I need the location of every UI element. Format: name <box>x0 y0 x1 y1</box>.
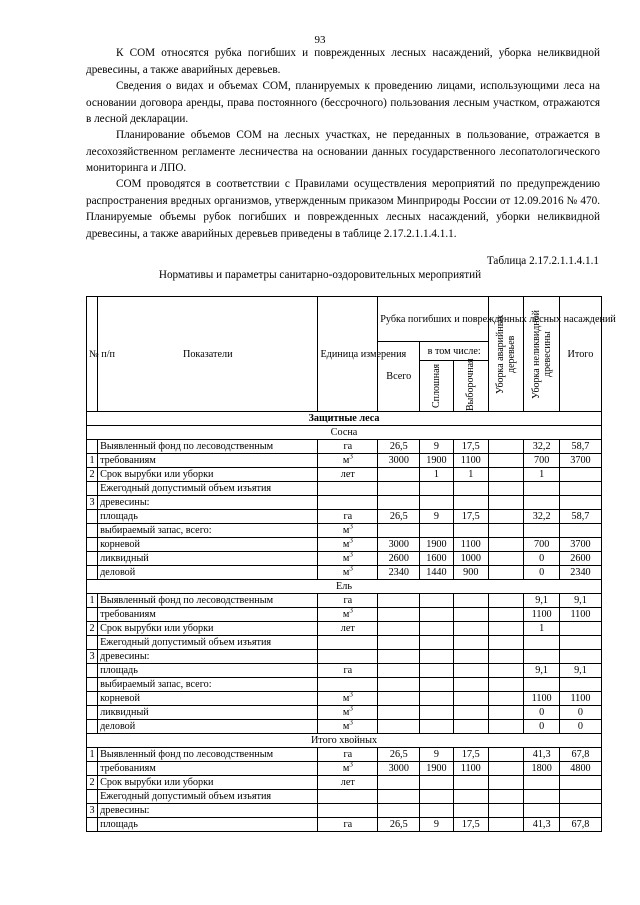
row-value: 17,5 <box>453 440 488 454</box>
row-value <box>524 482 559 496</box>
row-value <box>453 524 488 538</box>
row-value <box>378 664 420 678</box>
row-value <box>420 706 453 720</box>
row-value <box>489 468 524 482</box>
row-value <box>420 692 453 706</box>
row-value <box>489 804 524 818</box>
row-value <box>489 566 524 580</box>
section-protective: Защитные леса <box>87 412 602 426</box>
row-value: 4800 <box>559 762 601 776</box>
row-indicator: корневой <box>98 538 318 552</box>
header-row-1 <box>87 297 602 342</box>
row-value <box>489 776 524 790</box>
row-value: 1 <box>420 468 453 482</box>
row-unit: га <box>318 664 378 678</box>
row-unit: $м^3$ <box>318 706 378 720</box>
row-number: 1 <box>87 594 98 608</box>
row-value: 900 <box>453 566 488 580</box>
row-value <box>453 692 488 706</box>
row-value: 1100 <box>524 608 559 622</box>
table-row <box>87 818 602 832</box>
row-unit: лет <box>318 776 378 790</box>
row-value: 0 <box>559 706 601 720</box>
row-value <box>378 524 420 538</box>
row-value: 1100 <box>453 762 488 776</box>
header-indicator: Показатели <box>98 297 318 412</box>
row-number: 3 <box>87 496 98 510</box>
row-value <box>559 524 601 538</box>
row-value <box>378 496 420 510</box>
table-row <box>87 622 602 636</box>
row-indicator: требованиям <box>98 762 318 776</box>
table-row <box>87 566 602 580</box>
row-value: 0 <box>559 720 601 734</box>
table-title: Нормативы и параметры санитарно-оздоровительных мероприятий <box>158 269 482 281</box>
row-number <box>87 482 98 496</box>
row-indicator: Срок вырубки или уборки <box>98 468 318 482</box>
table-row <box>87 510 602 524</box>
table-caption: Таблица 2.17.2.1.1.4.1.1 <box>486 255 599 267</box>
row-number: 2 <box>87 622 98 636</box>
row-value: 2600 <box>559 552 601 566</box>
row-value <box>559 790 601 804</box>
row-unit <box>318 678 378 692</box>
row-value <box>453 678 488 692</box>
table-row <box>87 720 602 734</box>
row-value <box>489 622 524 636</box>
row-indicator: площадь <box>98 818 318 832</box>
row-value: 26,5 <box>378 748 420 762</box>
group-row <box>87 734 602 748</box>
row-indicator: деловой <box>98 566 318 580</box>
row-value: 67,8 <box>559 818 601 832</box>
row-value <box>489 748 524 762</box>
table-row <box>87 776 602 790</box>
row-number <box>87 790 98 804</box>
row-value: 700 <box>524 538 559 552</box>
row-unit: га <box>318 818 378 832</box>
row-value <box>378 804 420 818</box>
row-value <box>420 608 453 622</box>
row-value <box>453 776 488 790</box>
row-value: 3700 <box>559 538 601 552</box>
table-row <box>87 748 602 762</box>
row-number <box>87 664 98 678</box>
row-indicator: Выявленный фонд по лесоводственным <box>98 748 318 762</box>
row-value: 9 <box>420 818 453 832</box>
paragraph-3: Планирование объемов СОМ на лесных участках, не переданных в пользование, отражается в лесохозяйственном регламенте лесничества на основании данных государственного лесопатологического мониторинга и ЛПО. <box>86 129 600 174</box>
row-value: 1 <box>524 468 559 482</box>
header-felling-group: Рубка погибших и поврежденных лесных насаждений <box>378 297 489 342</box>
row-indicator: выбираемый запас, всего: <box>98 524 318 538</box>
row-value <box>378 650 420 664</box>
page-number: 93 <box>314 34 326 46</box>
table-row <box>87 524 602 538</box>
header-clear-cell <box>420 361 453 412</box>
row-value <box>453 622 488 636</box>
row-value <box>559 636 601 650</box>
row-unit: га <box>318 594 378 608</box>
row-value <box>378 468 420 482</box>
row-value <box>378 622 420 636</box>
row-value <box>489 482 524 496</box>
table-row <box>87 804 602 818</box>
row-value <box>420 622 453 636</box>
row-unit: $м^3$ <box>318 608 378 622</box>
row-value <box>489 650 524 664</box>
row-value: 1 <box>524 622 559 636</box>
row-indicator: Выявленный фонд по лесоводственным <box>98 440 318 454</box>
row-value <box>489 692 524 706</box>
row-value: 1 <box>453 468 488 482</box>
row-unit <box>318 482 378 496</box>
row-value: 9,1 <box>524 594 559 608</box>
row-value <box>559 496 601 510</box>
row-value <box>453 482 488 496</box>
row-value: 2600 <box>378 552 420 566</box>
row-value <box>453 650 488 664</box>
row-value: 3000 <box>378 538 420 552</box>
table-row <box>87 496 602 510</box>
header-selective: Выборочная <box>465 358 477 411</box>
row-value <box>420 804 453 818</box>
row-value <box>378 692 420 706</box>
row-value <box>524 790 559 804</box>
row-unit: $м^3$ <box>318 524 378 538</box>
table-row <box>87 790 602 804</box>
row-number <box>87 552 98 566</box>
row-number <box>87 566 98 580</box>
row-value: 58,7 <box>559 510 601 524</box>
table-row <box>87 538 602 552</box>
row-value <box>559 804 601 818</box>
row-value <box>489 720 524 734</box>
group-name: Итого хвойных <box>87 734 602 748</box>
table-row <box>87 678 602 692</box>
row-value <box>453 594 488 608</box>
row-value: 9 <box>420 510 453 524</box>
table-row <box>87 440 602 454</box>
paragraph-1: К СОМ относятся рубка погибших и поврежденных лесных насаждений, уборка неликвидной древесины, а также аварийных деревьев. <box>86 47 600 76</box>
header-hazard: Уборка аварийных деревьев <box>495 314 518 394</box>
row-value: 3700 <box>559 454 601 468</box>
row-value <box>559 678 601 692</box>
row-unit: лет <box>318 622 378 636</box>
row-indicator: древесины: <box>98 496 318 510</box>
group-name: Ель <box>87 580 602 594</box>
row-indicator: Ежегодный допустимый объем изъятия <box>98 636 318 650</box>
section-row <box>87 412 602 426</box>
table-row <box>87 650 602 664</box>
row-value <box>378 636 420 650</box>
header-clear: Сплошная <box>430 363 442 409</box>
table-row <box>87 552 602 566</box>
row-value: 1000 <box>453 552 488 566</box>
row-value <box>453 804 488 818</box>
row-number: 3 <box>87 804 98 818</box>
row-value <box>420 776 453 790</box>
row-value <box>489 636 524 650</box>
row-value <box>420 650 453 664</box>
row-number: 1 <box>87 454 98 468</box>
row-indicator: выбираемый запас, всего: <box>98 678 318 692</box>
group-row <box>87 580 602 594</box>
table-row <box>87 692 602 706</box>
row-unit: $м^3$ <box>318 692 378 706</box>
row-value: 9,1 <box>559 664 601 678</box>
row-value: 26,5 <box>378 510 420 524</box>
table-row <box>87 636 602 650</box>
row-value <box>378 678 420 692</box>
row-value <box>489 510 524 524</box>
table-row <box>87 482 602 496</box>
row-value <box>524 776 559 790</box>
row-value: 1900 <box>420 538 453 552</box>
row-value: 1100 <box>453 538 488 552</box>
row-value <box>420 678 453 692</box>
row-unit: га <box>318 440 378 454</box>
row-number <box>87 524 98 538</box>
row-number <box>87 510 98 524</box>
row-unit: га <box>318 748 378 762</box>
row-value <box>378 594 420 608</box>
row-value: 26,5 <box>378 440 420 454</box>
row-value <box>420 720 453 734</box>
row-value <box>559 468 601 482</box>
paragraph-2: Сведения о видах и объемах СОМ, планируемых к проведению лицами, использующими леса на основании договора аренды, права постоянного (бессрочного) пользования лесным участком, отражаются в лесной декларации. <box>86 80 600 125</box>
row-number: 1 <box>87 748 98 762</box>
row-number <box>87 692 98 706</box>
row-number <box>87 440 98 454</box>
row-indicator: Срок вырубки или уборки <box>98 776 318 790</box>
row-value <box>559 650 601 664</box>
row-value <box>524 524 559 538</box>
row-value: 1900 <box>420 762 453 776</box>
row-value <box>378 776 420 790</box>
row-value: 9,1 <box>559 594 601 608</box>
row-value <box>524 678 559 692</box>
table-row <box>87 594 602 608</box>
row-value: 1440 <box>420 566 453 580</box>
row-value <box>489 594 524 608</box>
row-value <box>489 552 524 566</box>
row-value: 41,3 <box>524 818 559 832</box>
row-value <box>489 790 524 804</box>
row-unit <box>318 804 378 818</box>
row-value: 1100 <box>559 692 601 706</box>
row-number <box>87 538 98 552</box>
row-unit: $м^3$ <box>318 566 378 580</box>
row-value <box>559 622 601 636</box>
row-indicator: древесины: <box>98 804 318 818</box>
row-indicator: корневой <box>98 692 318 706</box>
row-value <box>378 706 420 720</box>
row-value: 0 <box>524 566 559 580</box>
row-value <box>378 608 420 622</box>
row-unit: $м^3$ <box>318 762 378 776</box>
row-value: 1600 <box>420 552 453 566</box>
row-unit: га <box>318 510 378 524</box>
row-value <box>420 496 453 510</box>
row-value: 17,5 <box>453 818 488 832</box>
row-value: 0 <box>524 552 559 566</box>
header-selective-cell <box>453 358 488 412</box>
row-number: 2 <box>87 776 98 790</box>
row-unit <box>318 636 378 650</box>
row-value: 0 <box>524 720 559 734</box>
header-total-felling: Всего <box>378 342 420 412</box>
row-value <box>420 790 453 804</box>
row-value <box>420 482 453 496</box>
row-number <box>87 706 98 720</box>
sanitary-measures-table <box>86 296 616 832</box>
row-value <box>489 706 524 720</box>
group-name: Сосна <box>87 426 602 440</box>
table-row <box>87 454 602 468</box>
row-value <box>453 720 488 734</box>
row-indicator: Выявленный фонд по лесоводственным <box>98 594 318 608</box>
row-unit: $м^3$ <box>318 454 378 468</box>
row-value <box>489 538 524 552</box>
row-value <box>453 636 488 650</box>
row-value <box>489 664 524 678</box>
row-value <box>489 762 524 776</box>
row-indicator: требованиям <box>98 608 318 622</box>
row-indicator: деловой <box>98 720 318 734</box>
row-value <box>420 524 453 538</box>
row-value: 9 <box>420 748 453 762</box>
row-value: 1100 <box>453 454 488 468</box>
row-value <box>489 608 524 622</box>
row-indicator: ликвидный <box>98 552 318 566</box>
row-value: 1900 <box>420 454 453 468</box>
row-value: 2340 <box>559 566 601 580</box>
row-number <box>87 678 98 692</box>
row-value <box>378 790 420 804</box>
row-value <box>489 454 524 468</box>
row-value: 9,1 <box>524 664 559 678</box>
row-value: 17,5 <box>453 510 488 524</box>
row-value: 17,5 <box>453 748 488 762</box>
row-value: 32,2 <box>524 440 559 454</box>
row-value <box>559 482 601 496</box>
row-value <box>524 804 559 818</box>
table-row <box>87 706 602 720</box>
row-value <box>559 776 601 790</box>
row-indicator: древесины: <box>98 650 318 664</box>
row-number <box>87 608 98 622</box>
table-row <box>87 468 602 482</box>
row-value <box>378 482 420 496</box>
row-value: 32,2 <box>524 510 559 524</box>
row-unit: $м^3$ <box>318 720 378 734</box>
row-value: 2340 <box>378 566 420 580</box>
row-value <box>489 524 524 538</box>
row-value <box>420 664 453 678</box>
row-indicator: Ежегодный допустимый объем изъятия <box>98 790 318 804</box>
header-unit: Единица измерения <box>318 297 378 412</box>
row-value <box>489 440 524 454</box>
row-number <box>87 818 98 832</box>
row-number <box>87 762 98 776</box>
row-unit: $м^3$ <box>318 538 378 552</box>
row-indicator: ликвидный <box>98 706 318 720</box>
row-value: 9 <box>420 440 453 454</box>
row-value <box>524 496 559 510</box>
header-illiquid: Уборка неликвидной древесины <box>530 309 553 399</box>
row-number: 3 <box>87 650 98 664</box>
row-value <box>524 650 559 664</box>
row-number <box>87 636 98 650</box>
paragraph-4: СОМ проводятся в соответствии с Правилами осуществления мероприятий по предупреждению распространения вредных организмов, утвержденным приказом Минприроды России от 12.09.2016 № 470. Планируемые объемы рубок погибших и поврежденных лесных насаждений, уборки неликвидной древесины, а также аварийных деревьев приведены в таблице 2.17.2.1.1.4.1.1. <box>86 178 600 240</box>
row-value: 3000 <box>378 454 420 468</box>
row-unit <box>318 790 378 804</box>
row-indicator: площадь <box>98 664 318 678</box>
row-indicator: площадь <box>98 510 318 524</box>
row-value: 26,5 <box>378 818 420 832</box>
row-value <box>453 664 488 678</box>
row-value: 1100 <box>559 608 601 622</box>
row-value <box>489 678 524 692</box>
header-incl: в том числе: <box>420 342 489 361</box>
row-value: 1100 <box>524 692 559 706</box>
row-value <box>489 818 524 832</box>
row-indicator: Срок вырубки или уборки <box>98 622 318 636</box>
row-number: 2 <box>87 468 98 482</box>
row-value: 41,3 <box>524 748 559 762</box>
row-value: 700 <box>524 454 559 468</box>
group-row <box>87 426 602 440</box>
row-number <box>87 720 98 734</box>
row-unit <box>318 496 378 510</box>
row-indicator: Ежегодный допустимый объем изъятия <box>98 482 318 496</box>
row-value <box>420 594 453 608</box>
table-row <box>87 762 602 776</box>
row-unit <box>318 650 378 664</box>
row-value <box>489 496 524 510</box>
row-value: 3000 <box>378 762 420 776</box>
table-row <box>87 664 602 678</box>
row-value: 58,7 <box>559 440 601 454</box>
row-value: 1800 <box>524 762 559 776</box>
row-value <box>453 706 488 720</box>
row-unit: $м^3$ <box>318 552 378 566</box>
row-value: 67,8 <box>559 748 601 762</box>
row-indicator: требованиям <box>98 454 318 468</box>
row-value <box>524 636 559 650</box>
table-row <box>87 608 602 622</box>
row-value <box>420 636 453 650</box>
row-unit: лет <box>318 468 378 482</box>
row-value: 0 <box>524 706 559 720</box>
header-total: Итого <box>559 297 601 412</box>
row-value <box>453 790 488 804</box>
row-value <box>378 720 420 734</box>
row-value <box>453 608 488 622</box>
row-value <box>453 496 488 510</box>
header-num: № п/п <box>87 297 98 412</box>
